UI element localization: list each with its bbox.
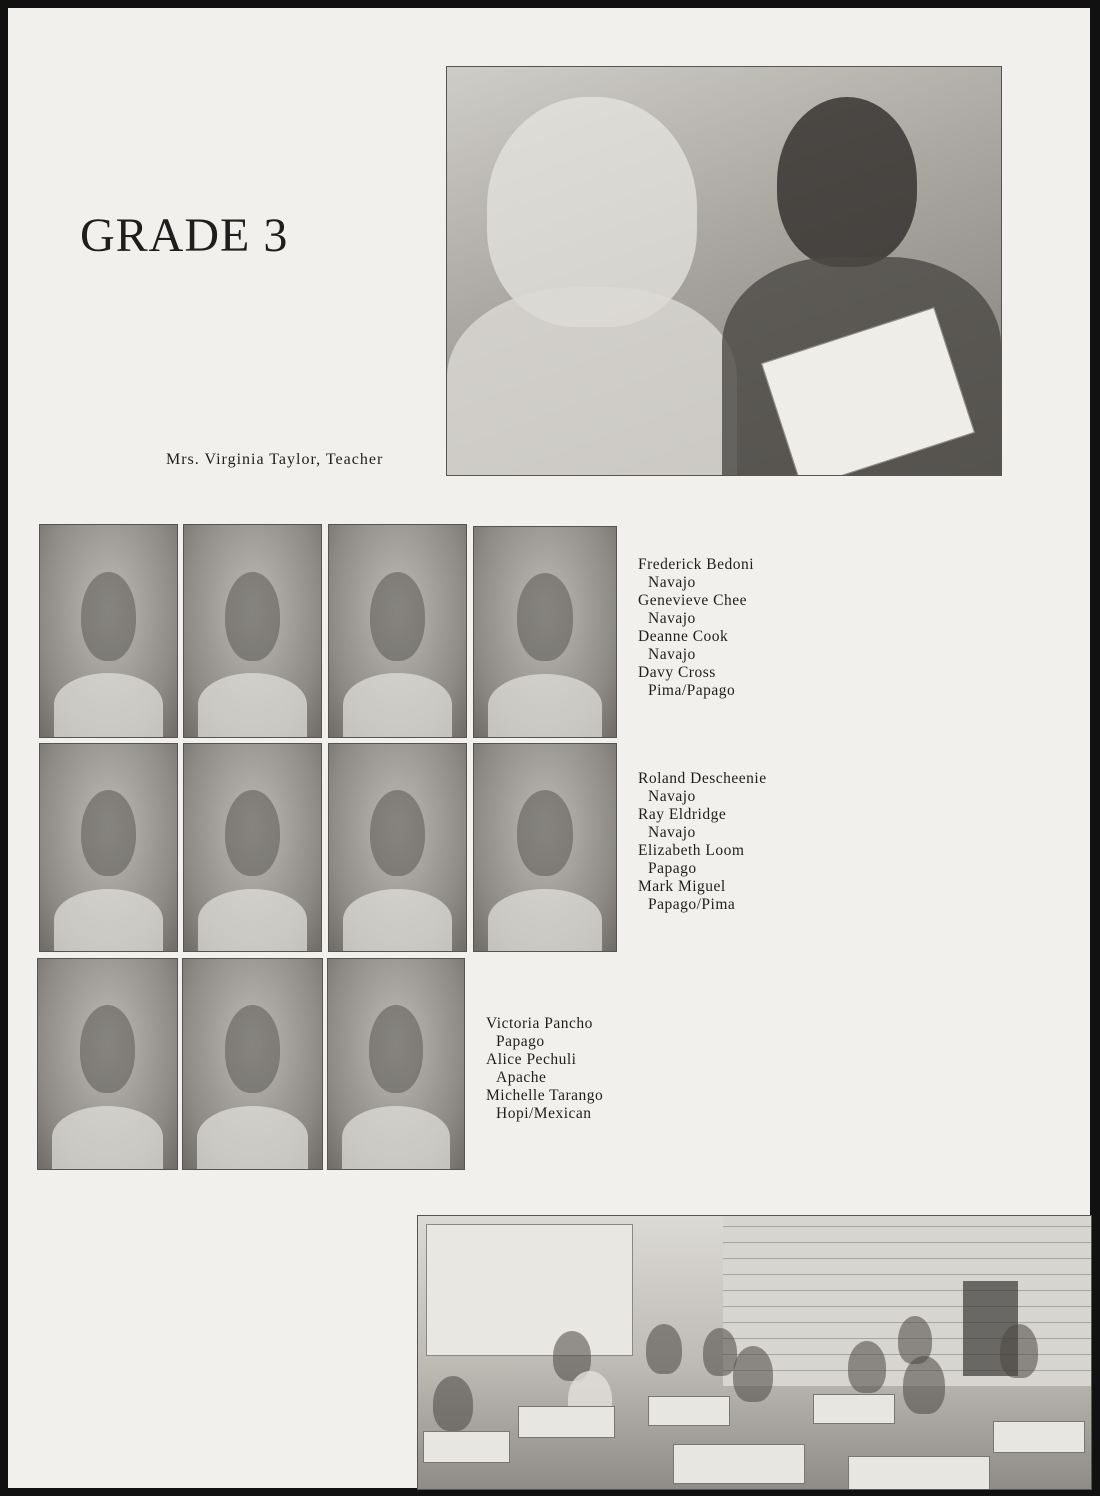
- student-tribe: Navajo: [648, 574, 696, 591]
- student-tribe: Hopi/Mexican: [496, 1105, 592, 1122]
- student-tribe: Apache: [496, 1069, 547, 1086]
- name-list-row-2: [638, 770, 767, 914]
- student-name: Michelle Tarango: [486, 1087, 604, 1104]
- student-portrait: [37, 958, 178, 1170]
- student-name: Mark Miguel: [638, 878, 726, 895]
- student-name: Deanne Cook: [638, 628, 729, 645]
- student-tribe: Navajo: [648, 646, 696, 663]
- student-portrait: [328, 743, 467, 952]
- yearbook-page: [8, 8, 1090, 1488]
- student-tribe: Navajo: [648, 610, 696, 627]
- student-name: Davy Cross: [638, 664, 716, 681]
- student-portrait: [39, 743, 178, 952]
- student-name: Ray Eldridge: [638, 806, 727, 823]
- teacher-photo: [446, 66, 1002, 476]
- name-list-row-3: [486, 1015, 603, 1123]
- student-name: Frederick Bedoni: [638, 556, 755, 573]
- student-name: Roland Descheenie: [638, 770, 767, 787]
- student-portrait: [473, 743, 617, 952]
- student-tribe: Navajo: [648, 824, 696, 841]
- teacher-caption: Mrs. Virginia Taylor, Teacher: [166, 451, 384, 468]
- student-portrait: [328, 524, 467, 738]
- classroom-photo: [417, 1215, 1092, 1490]
- student-name: Victoria Pancho: [486, 1015, 593, 1032]
- name-list-row-1: [638, 556, 754, 700]
- student-portrait: [183, 743, 322, 952]
- student-portrait: [473, 526, 617, 738]
- student-tribe: Pima/Papago: [648, 682, 736, 699]
- student-tribe: Papago: [496, 1033, 545, 1050]
- student-name: Elizabeth Loom: [638, 842, 745, 859]
- student-portrait: [327, 958, 465, 1170]
- page-title: GRADE 3: [80, 209, 289, 262]
- student-portrait: [39, 524, 178, 738]
- student-tribe: Papago: [648, 860, 697, 877]
- student-portrait: [182, 958, 323, 1170]
- student-portrait: [183, 524, 322, 738]
- student-tribe: Papago/Pima: [648, 896, 736, 913]
- student-name: Alice Pechuli: [486, 1051, 577, 1068]
- student-name: Genevieve Chee: [638, 592, 747, 609]
- student-tribe: Navajo: [648, 788, 696, 805]
